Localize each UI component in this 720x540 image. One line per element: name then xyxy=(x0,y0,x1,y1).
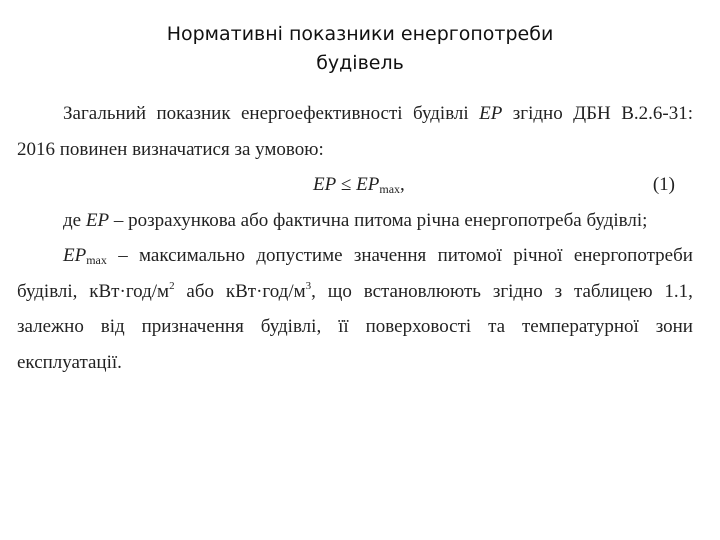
symbol-ep: EP xyxy=(85,209,110,231)
word: питомої xyxy=(437,245,502,266)
word: будівлі, xyxy=(260,316,322,337)
symbol-subscript: max xyxy=(86,253,107,267)
formula-rhs: EP xyxy=(356,174,380,195)
dash: – xyxy=(118,245,128,266)
document-body xyxy=(17,96,693,380)
word: таблицею xyxy=(573,280,653,302)
unit-text: кВт·год/м xyxy=(225,280,306,302)
word: річної xyxy=(513,245,563,266)
slide-title-line-1: Нормативні показники енергопотреби xyxy=(166,23,554,45)
word: зони xyxy=(655,316,693,337)
definition-line-epmax xyxy=(17,238,693,274)
unit-superscript: 3 xyxy=(305,279,312,292)
paragraph-line-1 xyxy=(17,96,693,132)
unit-text: кВт·год/м xyxy=(89,280,170,302)
slide-title xyxy=(0,20,720,78)
word: від xyxy=(100,316,125,337)
formula-number: (1) xyxy=(652,174,675,195)
word: що xyxy=(327,280,352,302)
paragraph-line-6 xyxy=(17,274,693,310)
formula-trail: , xyxy=(400,174,405,195)
formula-relation: ≤ xyxy=(340,174,352,195)
formula-lhs: EP xyxy=(313,174,337,195)
word: допустиме xyxy=(256,245,343,266)
symbol-ep: EP xyxy=(63,245,87,266)
word: В.2.6-31: xyxy=(621,103,693,124)
formula-rhs-subscript: max xyxy=(379,182,401,196)
word: поверховості xyxy=(365,316,472,337)
word: будівлі xyxy=(413,103,469,124)
definition-line-ep xyxy=(17,203,693,239)
formula-line xyxy=(17,167,693,203)
word: значення xyxy=(353,245,427,266)
punctuation: , xyxy=(311,280,316,302)
unit xyxy=(89,274,174,310)
word: залежно xyxy=(17,316,84,337)
symbol-ep: EP xyxy=(479,103,503,124)
word: Загальний xyxy=(63,103,146,124)
word: згідно xyxy=(492,280,543,302)
definition-prefix: де xyxy=(63,209,86,231)
word: енергоефективності xyxy=(241,103,403,124)
word: температурної xyxy=(522,316,639,337)
word: її xyxy=(338,316,349,337)
word: будівлі, xyxy=(17,280,78,302)
paragraph-line-7 xyxy=(17,309,693,345)
word: призначення xyxy=(141,316,244,337)
word: ДБН xyxy=(573,103,611,124)
unit-superscript: 2 xyxy=(169,279,175,292)
word: максимально xyxy=(139,245,246,266)
word: показник xyxy=(156,103,231,124)
word: або xyxy=(186,280,215,302)
definition-text: – розрахункова або фактична питома річна енергопотреба будівлі; xyxy=(109,209,648,231)
word: 1.1, xyxy=(664,280,693,302)
paragraph-line-8: експлуатації. xyxy=(17,351,122,373)
unit xyxy=(226,274,316,310)
word: згідно xyxy=(512,103,563,124)
formula-expression xyxy=(313,167,405,203)
symbol-epmax xyxy=(63,238,107,274)
paragraph-line-2: 2016 повинен визначатися за умовою: xyxy=(17,138,324,160)
word: з xyxy=(554,280,563,302)
word: енергопотреби xyxy=(573,245,693,266)
word: встановлюють xyxy=(363,280,481,302)
slide-title-line-2: будівель xyxy=(316,52,404,74)
word: та xyxy=(488,316,506,337)
